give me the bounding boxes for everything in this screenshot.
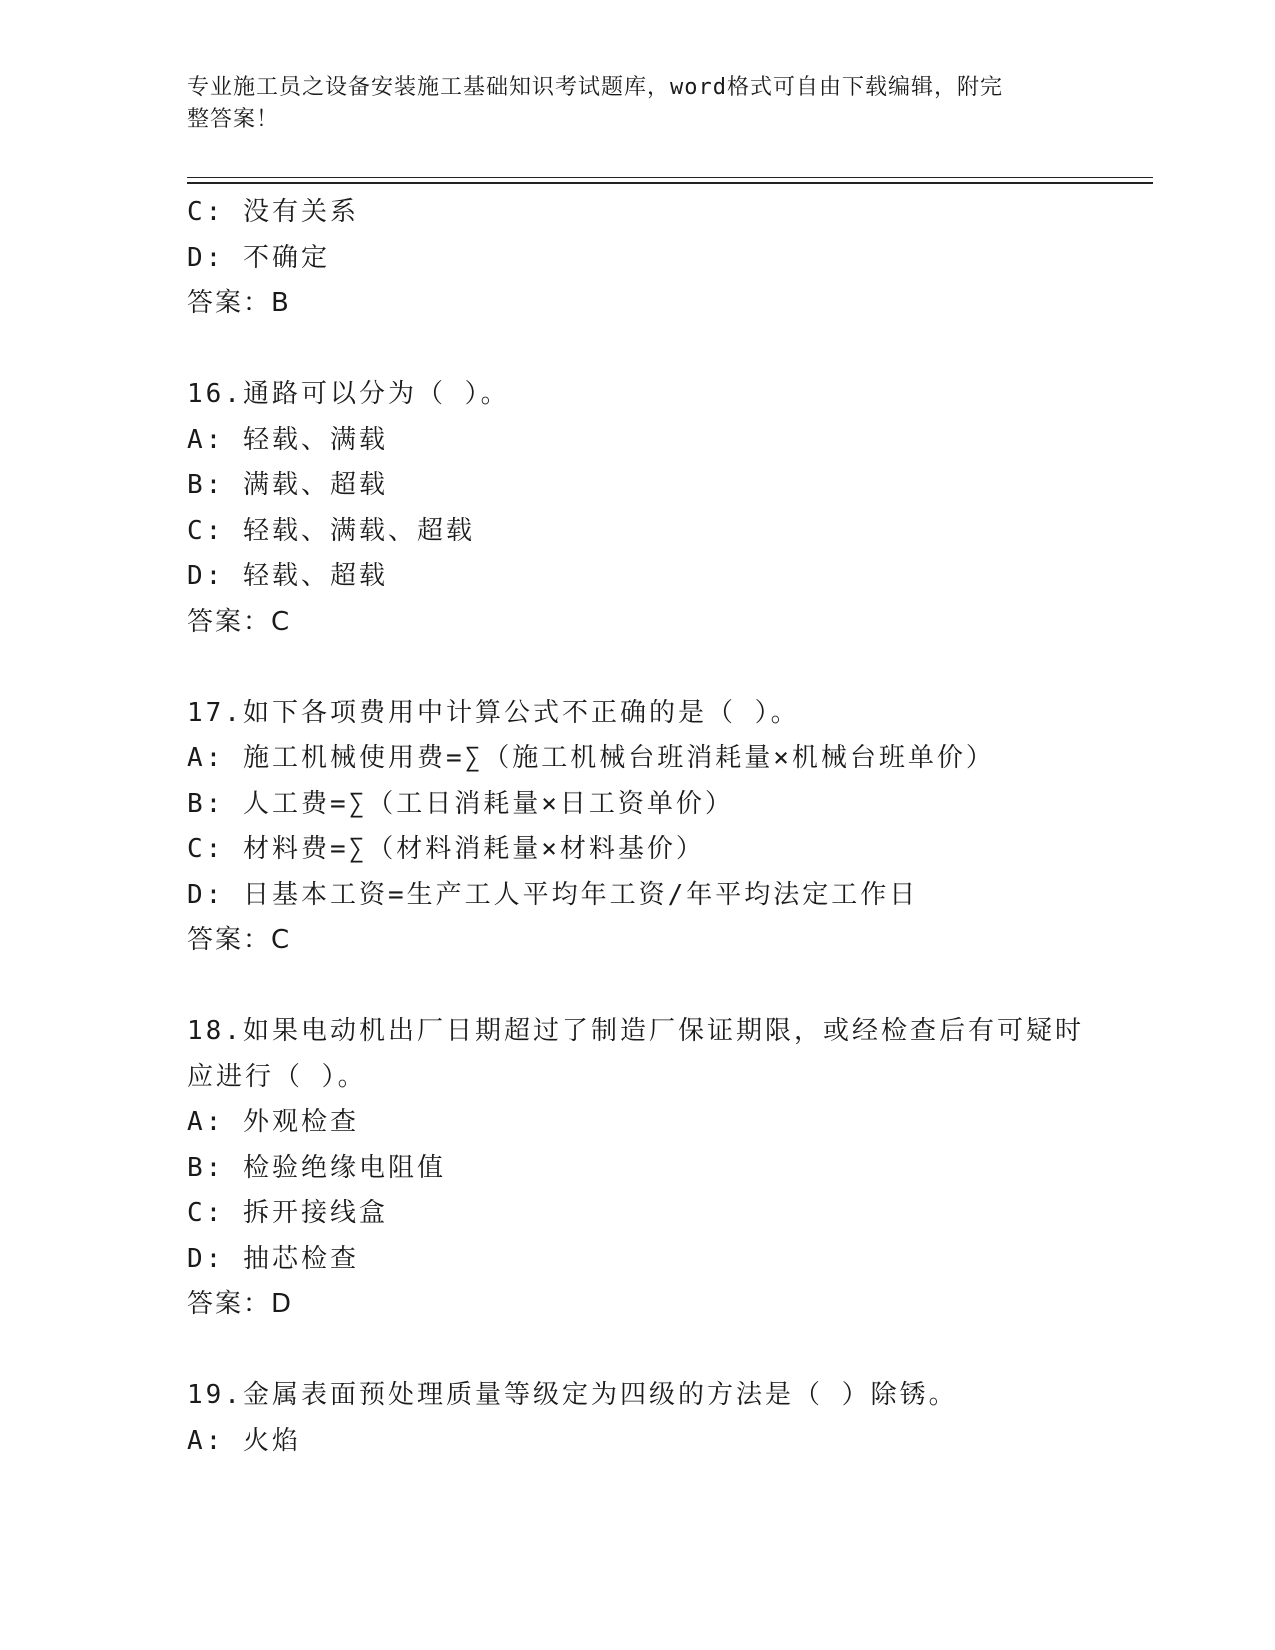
option-b: B: 检验绝缘电阻值: [187, 1152, 446, 1183]
option-d: D: 轻载、超载: [187, 561, 388, 591]
option-d: D: 日基本工资=生产工人平均年工资/年平均法定工作日: [187, 879, 919, 910]
question-stem-continued: 应进行（ ）。: [187, 1061, 367, 1092]
question-17: [187, 691, 1147, 964]
spacer: [187, 645, 1147, 691]
option-b: B: 满载、超载: [187, 470, 388, 500]
answer-line: 答案：C: [187, 606, 292, 637]
option-a: A: 外观检查: [187, 1107, 359, 1137]
question-list: [187, 190, 1147, 1464]
option-d: D: 不确定: [187, 242, 330, 273]
spacer: [187, 964, 1147, 1010]
header-line-1: 专业施工员之设备安装施工基础知识考试题库，word格式可自由下载编辑，附完: [187, 75, 1003, 100]
question-fragment: [187, 190, 1147, 327]
option-c: C: 轻载、满载、超载: [187, 515, 475, 546]
question-stem: 18.如果电动机出厂日期超过了制造厂保证期限，或经检查后有可疑时: [187, 1016, 1084, 1046]
header-rule-thin: [187, 177, 1153, 178]
header-line-2: 整答案！: [187, 107, 280, 132]
option-c: C: 没有关系: [187, 197, 359, 227]
option-d: D: 抽芯检查: [187, 1243, 359, 1274]
spacer: [187, 1328, 1147, 1374]
question-16: [187, 372, 1147, 645]
option-a: A: 火焰: [187, 1425, 301, 1456]
question-stem: 16.通路可以分为（ ）。: [187, 379, 510, 409]
answer-line: 答案：C: [187, 925, 292, 955]
header-rule-thick: [187, 182, 1153, 184]
document-header: [187, 72, 1067, 136]
option-a: A: 施工机械使用费=∑（施工机械台班消耗量×机械台班单价）: [187, 743, 995, 773]
option-b: B: 人工费=∑（工日消耗量×日工资单价）: [187, 788, 734, 819]
option-a: A: 轻载、满载: [187, 424, 388, 455]
answer-line: 答案：B: [187, 288, 291, 318]
question-19: [187, 1373, 1147, 1464]
spacer: [187, 327, 1147, 373]
option-c: C: 材料费=∑（材料消耗量×材料基价）: [187, 834, 705, 864]
question-stem: 19.金属表面预处理质量等级定为四级的方法是（ ）除锈。: [187, 1380, 958, 1410]
question-stem: 17.如下各项费用中计算公式不正确的是（ ）。: [187, 697, 800, 728]
option-c: C: 拆开接线盒: [187, 1198, 388, 1228]
question-18: [187, 1009, 1147, 1328]
answer-line: 答案：D: [187, 1289, 294, 1319]
